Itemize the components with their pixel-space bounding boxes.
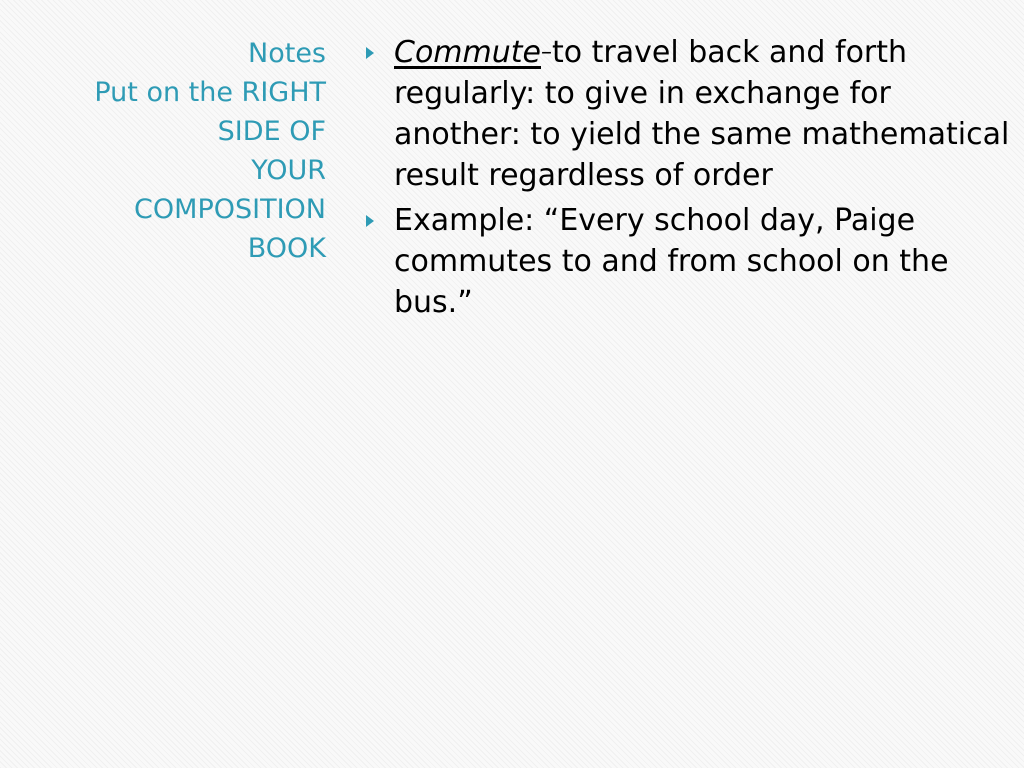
title-line-side-of: SIDE OF <box>217 116 326 147</box>
vocabulary-term: Commute <box>394 35 541 70</box>
bullet-item-example <box>362 200 1014 323</box>
definition-text: to travel back and forth regularly: to give in exchange for another: to yield the same mathematical result regardless of order <box>394 35 1010 193</box>
slide-title <box>40 34 326 268</box>
term-separator: – <box>540 40 552 65</box>
triangle-right-icon <box>366 215 374 227</box>
bullet-item-definition <box>362 32 1014 196</box>
title-line-book: BOOK <box>247 233 326 264</box>
example-text: Example: “Every school day, Paige commutes to and from school on the bus.” <box>394 203 949 320</box>
title-line-notes: Notes <box>248 38 326 69</box>
triangle-right-icon <box>366 47 374 59</box>
bullet-list <box>362 32 1014 327</box>
title-line-composition: COMPOSITION <box>134 194 326 225</box>
title-line-your: YOUR <box>251 155 326 186</box>
title-line-put-on-the-right: Put on the RIGHT <box>94 77 326 108</box>
